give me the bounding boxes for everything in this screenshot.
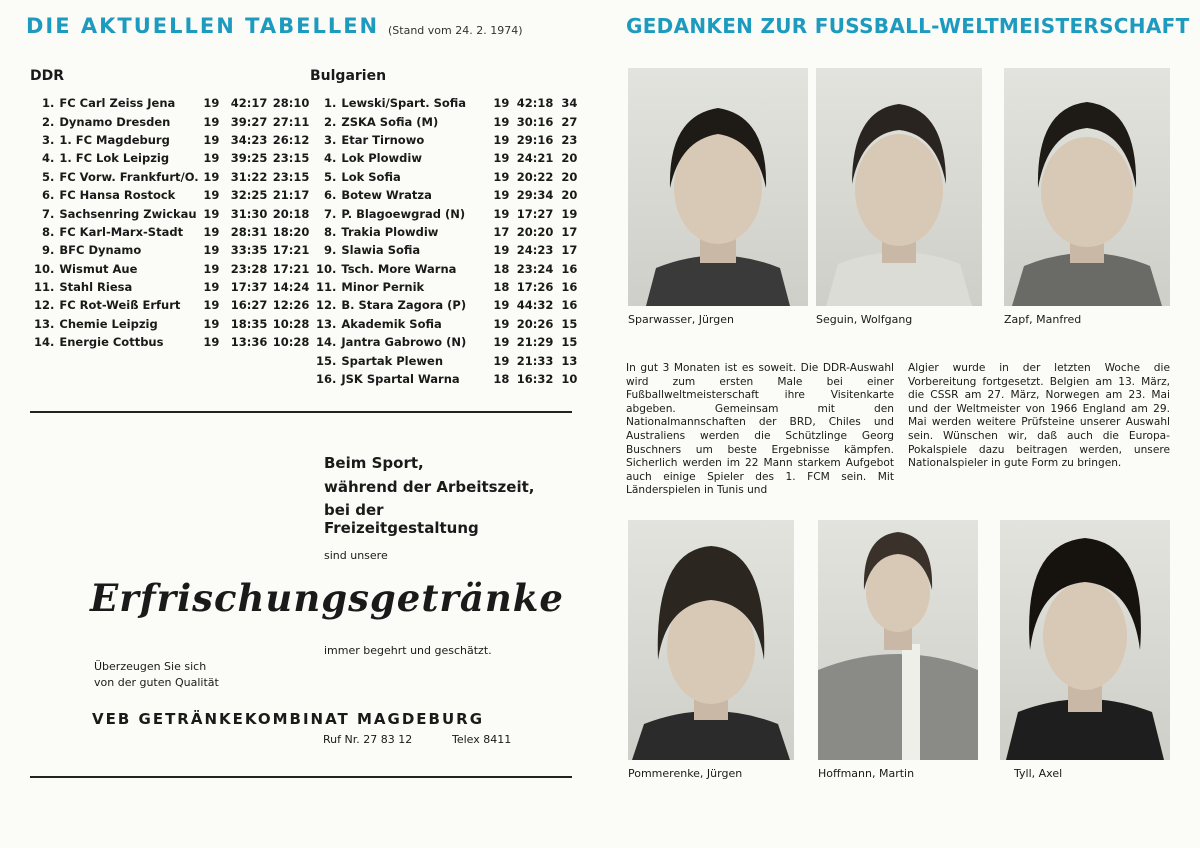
table-row	[34, 333, 309, 351]
ad-line-4: Freizeitgestaltung	[324, 519, 479, 537]
tables-title: DIE AKTUELLEN TABELLEN	[26, 14, 380, 38]
player-caption: Zapf, Manfred	[1004, 313, 1082, 326]
goals-cell: 16:27	[230, 298, 268, 313]
team-cell: B. Stara Zagora (P)	[341, 298, 467, 313]
rank-cell: 11.	[316, 280, 337, 295]
rank-cell: 9.	[42, 243, 55, 258]
team-cell: FC Carl Zeiss Jena	[59, 96, 176, 111]
team-cell: 1. FC Magdeburg	[59, 132, 170, 147]
points-cell: 23	[561, 132, 578, 147]
league-name-ddr: DDR	[30, 68, 65, 84]
player-photo	[818, 520, 978, 760]
goals-cell: 28:31	[230, 224, 268, 239]
games-cell: 19	[203, 96, 220, 111]
table-row	[316, 168, 577, 186]
rank-cell: 10.	[34, 261, 55, 276]
points-cell: 13	[561, 353, 578, 368]
player-caption: Sparwasser, Jürgen	[628, 313, 734, 326]
points-cell: 10:28	[272, 335, 310, 350]
games-cell: 19	[493, 243, 510, 258]
games-cell: 19	[203, 316, 220, 331]
games-cell: 19	[493, 151, 510, 166]
team-cell: Stahl Riesa	[59, 280, 133, 295]
ad-convince-line-2: von der guten Qualität	[94, 676, 219, 689]
player-caption: Hoffmann, Martin	[818, 767, 915, 780]
points-cell: 23:15	[272, 169, 310, 184]
goals-cell: 21:29	[516, 335, 554, 350]
points-cell: 26:12	[272, 132, 310, 147]
rank-cell: 9.	[324, 243, 337, 258]
points-cell: 27	[561, 114, 578, 129]
games-cell: 19	[203, 188, 220, 203]
points-cell: 10	[561, 372, 578, 387]
points-cell: 18:20	[272, 224, 310, 239]
goals-cell: 24:21	[516, 151, 554, 166]
table-row	[34, 186, 309, 204]
points-cell: 15	[561, 335, 578, 350]
table-row	[34, 131, 309, 149]
team-cell: Lewski/Spart. Sofia	[341, 96, 467, 111]
player-portrait-icon	[1000, 520, 1170, 760]
table-row	[34, 315, 309, 333]
league-name-bulgaria: Bulgarien	[310, 68, 387, 84]
table-row	[316, 241, 577, 259]
table-row	[316, 186, 577, 204]
table-row	[316, 370, 577, 388]
rank-cell: 4.	[42, 151, 55, 166]
rank-cell: 11.	[34, 280, 55, 295]
points-cell: 27:11	[272, 114, 310, 129]
stand-date: (Stand vom 24. 2. 1974)	[388, 24, 523, 37]
ad-line-1: Beim Sport,	[324, 454, 424, 472]
rank-cell: 14.	[316, 335, 337, 350]
goals-cell: 13:36	[230, 335, 268, 350]
games-cell: 19	[203, 280, 220, 295]
goals-cell: 23:28	[230, 261, 268, 276]
games-cell: 19	[493, 132, 510, 147]
table-row	[34, 112, 309, 130]
table-row	[34, 223, 309, 241]
points-cell: 21:17	[272, 188, 310, 203]
games-cell: 19	[203, 114, 220, 129]
team-cell: FC Hansa Rostock	[59, 188, 176, 203]
rank-cell: 12.	[316, 298, 337, 313]
goals-cell: 17:27	[516, 206, 554, 221]
ad-line-2: während der Arbeitszeit,	[324, 478, 535, 496]
games-cell: 19	[203, 243, 220, 258]
table-row	[316, 149, 577, 167]
team-cell: Slawia Sofia	[341, 243, 421, 258]
goals-cell: 23:24	[516, 261, 554, 276]
ad-small-text: sind unsere	[324, 549, 388, 562]
player-photo	[1000, 520, 1170, 760]
goals-cell: 42:17	[230, 96, 268, 111]
points-cell: 17:21	[272, 261, 310, 276]
rank-cell: 12.	[34, 298, 55, 313]
goals-cell: 31:30	[230, 206, 268, 221]
points-cell: 15	[561, 316, 578, 331]
team-cell: ZSKA Sofia (M)	[341, 114, 439, 129]
ad-telex-number: Telex 8411	[452, 733, 512, 746]
goals-cell: 20:26	[516, 316, 554, 331]
points-cell: 19	[561, 206, 578, 221]
team-cell: Energie Cottbus	[59, 335, 164, 350]
table-row	[316, 112, 577, 130]
team-cell: JSK Spartal Warna	[341, 372, 460, 387]
player-caption: Seguin, Wolfgang	[816, 313, 913, 326]
portrait-shirt	[818, 654, 978, 760]
team-cell: P. Blagoewgrad (N)	[341, 206, 466, 221]
points-cell: 34	[561, 96, 578, 111]
player-photo	[816, 68, 982, 306]
rank-cell: 8.	[324, 224, 337, 239]
points-cell: 16	[561, 298, 578, 313]
games-cell: 18	[493, 261, 510, 276]
team-cell: Lok Plowdiw	[341, 151, 422, 166]
ad-product-name: Erfrischungsgetränke	[90, 576, 564, 620]
goals-cell: 17:26	[516, 280, 554, 295]
points-cell: 17	[561, 243, 578, 258]
games-cell: 17	[493, 224, 510, 239]
goals-cell: 16:32	[516, 372, 554, 387]
article-text-left: In gut 3 Monaten ist es soweit. Die DDR-Auswahl wird zum ersten Male bei einer Fußballweltmeisterschaft ihre Visitenkarte abgeben. Gemeinsam mit den Nationalmannschaften der BRD, Chiles und Australiens werden die Schützlinge Georg Buschners um beste Ergebnisse kämpfen. Sicherlich werden im 22 Mann starkem Aufgebot auch einige Spieler des 1. FCM sein. Mit Länderspielen in Tunis und	[626, 362, 894, 497]
table-row	[316, 351, 577, 369]
league-table-ddr	[34, 94, 309, 351]
table-row	[316, 223, 577, 241]
points-cell: 20	[561, 169, 578, 184]
player-caption: Pommerenke, Jürgen	[628, 767, 743, 780]
team-cell: 1. FC Lok Leipzig	[59, 151, 170, 166]
games-cell: 19	[203, 224, 220, 239]
goals-cell: 32:25	[230, 188, 268, 203]
table-row	[34, 149, 309, 167]
rank-cell: 2.	[324, 114, 337, 129]
rank-cell: 16.	[316, 372, 337, 387]
team-cell: Akademik Sofia	[341, 316, 442, 331]
games-cell: 19	[203, 132, 220, 147]
points-cell: 23:15	[272, 151, 310, 166]
rank-cell: 13.	[316, 316, 337, 331]
goals-cell: 29:34	[516, 188, 554, 203]
goals-cell: 21:33	[516, 353, 554, 368]
goals-cell: 20:22	[516, 169, 554, 184]
player-photo	[1004, 68, 1170, 306]
player-portrait-icon	[818, 520, 978, 760]
table-row	[34, 278, 309, 296]
table-row	[34, 296, 309, 314]
team-cell: FC Rot-Weiß Erfurt	[59, 298, 181, 313]
games-cell: 19	[203, 206, 220, 221]
ad-phone-number: Ruf Nr. 27 83 12	[323, 733, 413, 746]
ad-company-name: VEB GETRÄNKEKOMBINAT MAGDEBURG	[92, 710, 484, 728]
games-cell: 19	[203, 335, 220, 350]
goals-cell: 20:20	[516, 224, 554, 239]
portrait-shirt	[646, 256, 790, 307]
divider-top	[30, 411, 572, 413]
goals-cell: 29:16	[516, 132, 554, 147]
table-row	[316, 204, 577, 222]
team-cell: Etar Tirnowo	[341, 132, 425, 147]
games-cell: 19	[493, 316, 510, 331]
goals-cell: 31:22	[230, 169, 268, 184]
article-column-right	[908, 362, 1170, 471]
table-row	[316, 315, 577, 333]
player-photo	[628, 68, 808, 306]
rank-cell: 6.	[42, 188, 55, 203]
table-row	[316, 333, 577, 351]
points-cell: 16	[561, 261, 578, 276]
player-portrait-icon	[816, 68, 982, 306]
team-cell: Lok Sofia	[341, 169, 401, 184]
article-column-left	[626, 362, 894, 498]
ad-line-3: bei der	[324, 501, 384, 519]
rank-cell: 2.	[42, 114, 55, 129]
team-cell: Dynamo Dresden	[59, 114, 171, 129]
table-row	[316, 260, 577, 278]
goals-cell: 42:18	[516, 96, 554, 111]
ad-praise-text: immer begehrt und geschätzt.	[324, 644, 492, 657]
points-cell: 28:10	[272, 96, 310, 111]
table-row	[34, 94, 309, 112]
rank-cell: 4.	[324, 151, 337, 166]
team-cell: FC Vorw. Frankfurt/O.	[59, 169, 199, 184]
team-cell: Wismut Aue	[59, 261, 138, 276]
team-cell: Chemie Leipzig	[59, 316, 158, 331]
team-cell: Spartak Plewen	[341, 353, 444, 368]
rank-cell: 10.	[316, 261, 337, 276]
rank-cell: 6.	[324, 188, 337, 203]
points-cell: 20:18	[272, 206, 310, 221]
player-caption: Tyll, Axel	[1014, 767, 1063, 780]
goals-cell: 17:37	[230, 280, 268, 295]
rank-cell: 1.	[42, 96, 55, 111]
points-cell: 10:28	[272, 316, 310, 331]
table-row	[316, 131, 577, 149]
games-cell: 19	[203, 151, 220, 166]
games-cell: 19	[493, 298, 510, 313]
team-cell: Sachsenring Zwickau	[59, 206, 197, 221]
rank-cell: 1.	[324, 96, 337, 111]
rank-cell: 15.	[316, 353, 337, 368]
goals-cell: 18:35	[230, 316, 268, 331]
games-cell: 19	[203, 298, 220, 313]
table-row	[34, 241, 309, 259]
points-cell: 20	[561, 188, 578, 203]
rank-cell: 5.	[324, 169, 337, 184]
points-cell: 17	[561, 224, 578, 239]
team-cell: Trakia Plowdiw	[341, 224, 439, 239]
goals-cell: 33:35	[230, 243, 268, 258]
team-cell: Jantra Gabrowo (N)	[341, 335, 467, 350]
team-cell: BFC Dynamo	[59, 243, 142, 258]
games-cell: 18	[493, 372, 510, 387]
article-text-right: Algier wurde in der letzten Woche die Vorbereitung fortgesetzt. Belgien am 13. März, die CSSR am 27. März, Norwegen am 23. Mai und der Weltmeister von 1966 England am 29. Mai werden weitere Prüfsteine unserer Auswahl sein. Wünschen wir, daß auch die Europa-Pokalspiele dazu beitragen werden, unsere Nationalspieler in gute Form zu bringen.	[908, 362, 1170, 470]
games-cell: 19	[493, 188, 510, 203]
table-row	[316, 94, 577, 112]
player-photo	[628, 520, 794, 760]
rank-cell: 7.	[42, 206, 55, 221]
games-cell: 18	[493, 280, 510, 295]
rank-cell: 14.	[34, 335, 55, 350]
goals-cell: 30:16	[516, 114, 554, 129]
games-cell: 19	[203, 169, 220, 184]
games-cell: 19	[493, 353, 510, 368]
team-cell: Tsch. More Warna	[341, 261, 457, 276]
rank-cell: 5.	[42, 169, 55, 184]
games-cell: 19	[493, 114, 510, 129]
rank-cell: 13.	[34, 316, 55, 331]
table-row	[34, 168, 309, 186]
player-portrait-icon	[628, 68, 808, 306]
divider-bottom	[30, 776, 572, 778]
goals-cell: 44:32	[516, 298, 554, 313]
goals-cell: 34:23	[230, 132, 268, 147]
table-row	[34, 204, 309, 222]
points-cell: 17:21	[272, 243, 310, 258]
goals-cell: 39:27	[230, 114, 268, 129]
league-table-bulgaria	[316, 94, 577, 388]
games-cell: 19	[493, 169, 510, 184]
wm-title: GEDANKEN ZUR FUSSBALL-WELTMEISTERSCHAFT	[626, 14, 1190, 38]
games-cell: 19	[493, 96, 510, 111]
games-cell: 19	[493, 335, 510, 350]
points-cell: 12:26	[272, 298, 310, 313]
rank-cell: 8.	[42, 224, 55, 239]
player-portrait-icon	[1004, 68, 1170, 306]
team-cell: FC Karl-Marx-Stadt	[59, 224, 184, 239]
goals-cell: 39:25	[230, 151, 268, 166]
points-cell: 20	[561, 151, 578, 166]
team-cell: Botew Wratza	[341, 188, 432, 203]
points-cell: 16	[561, 280, 578, 295]
team-cell: Minor Pernik	[341, 280, 425, 295]
games-cell: 19	[493, 206, 510, 221]
rank-cell: 3.	[324, 132, 337, 147]
table-row	[316, 278, 577, 296]
rank-cell: 7.	[324, 206, 337, 221]
points-cell: 14:24	[272, 280, 310, 295]
player-portrait-icon	[628, 520, 794, 760]
table-row	[316, 296, 577, 314]
rank-cell: 3.	[42, 132, 55, 147]
table-row	[34, 260, 309, 278]
goals-cell: 24:23	[516, 243, 554, 258]
games-cell: 19	[203, 261, 220, 276]
ad-convince-line-1: Überzeugen Sie sich	[94, 660, 207, 673]
